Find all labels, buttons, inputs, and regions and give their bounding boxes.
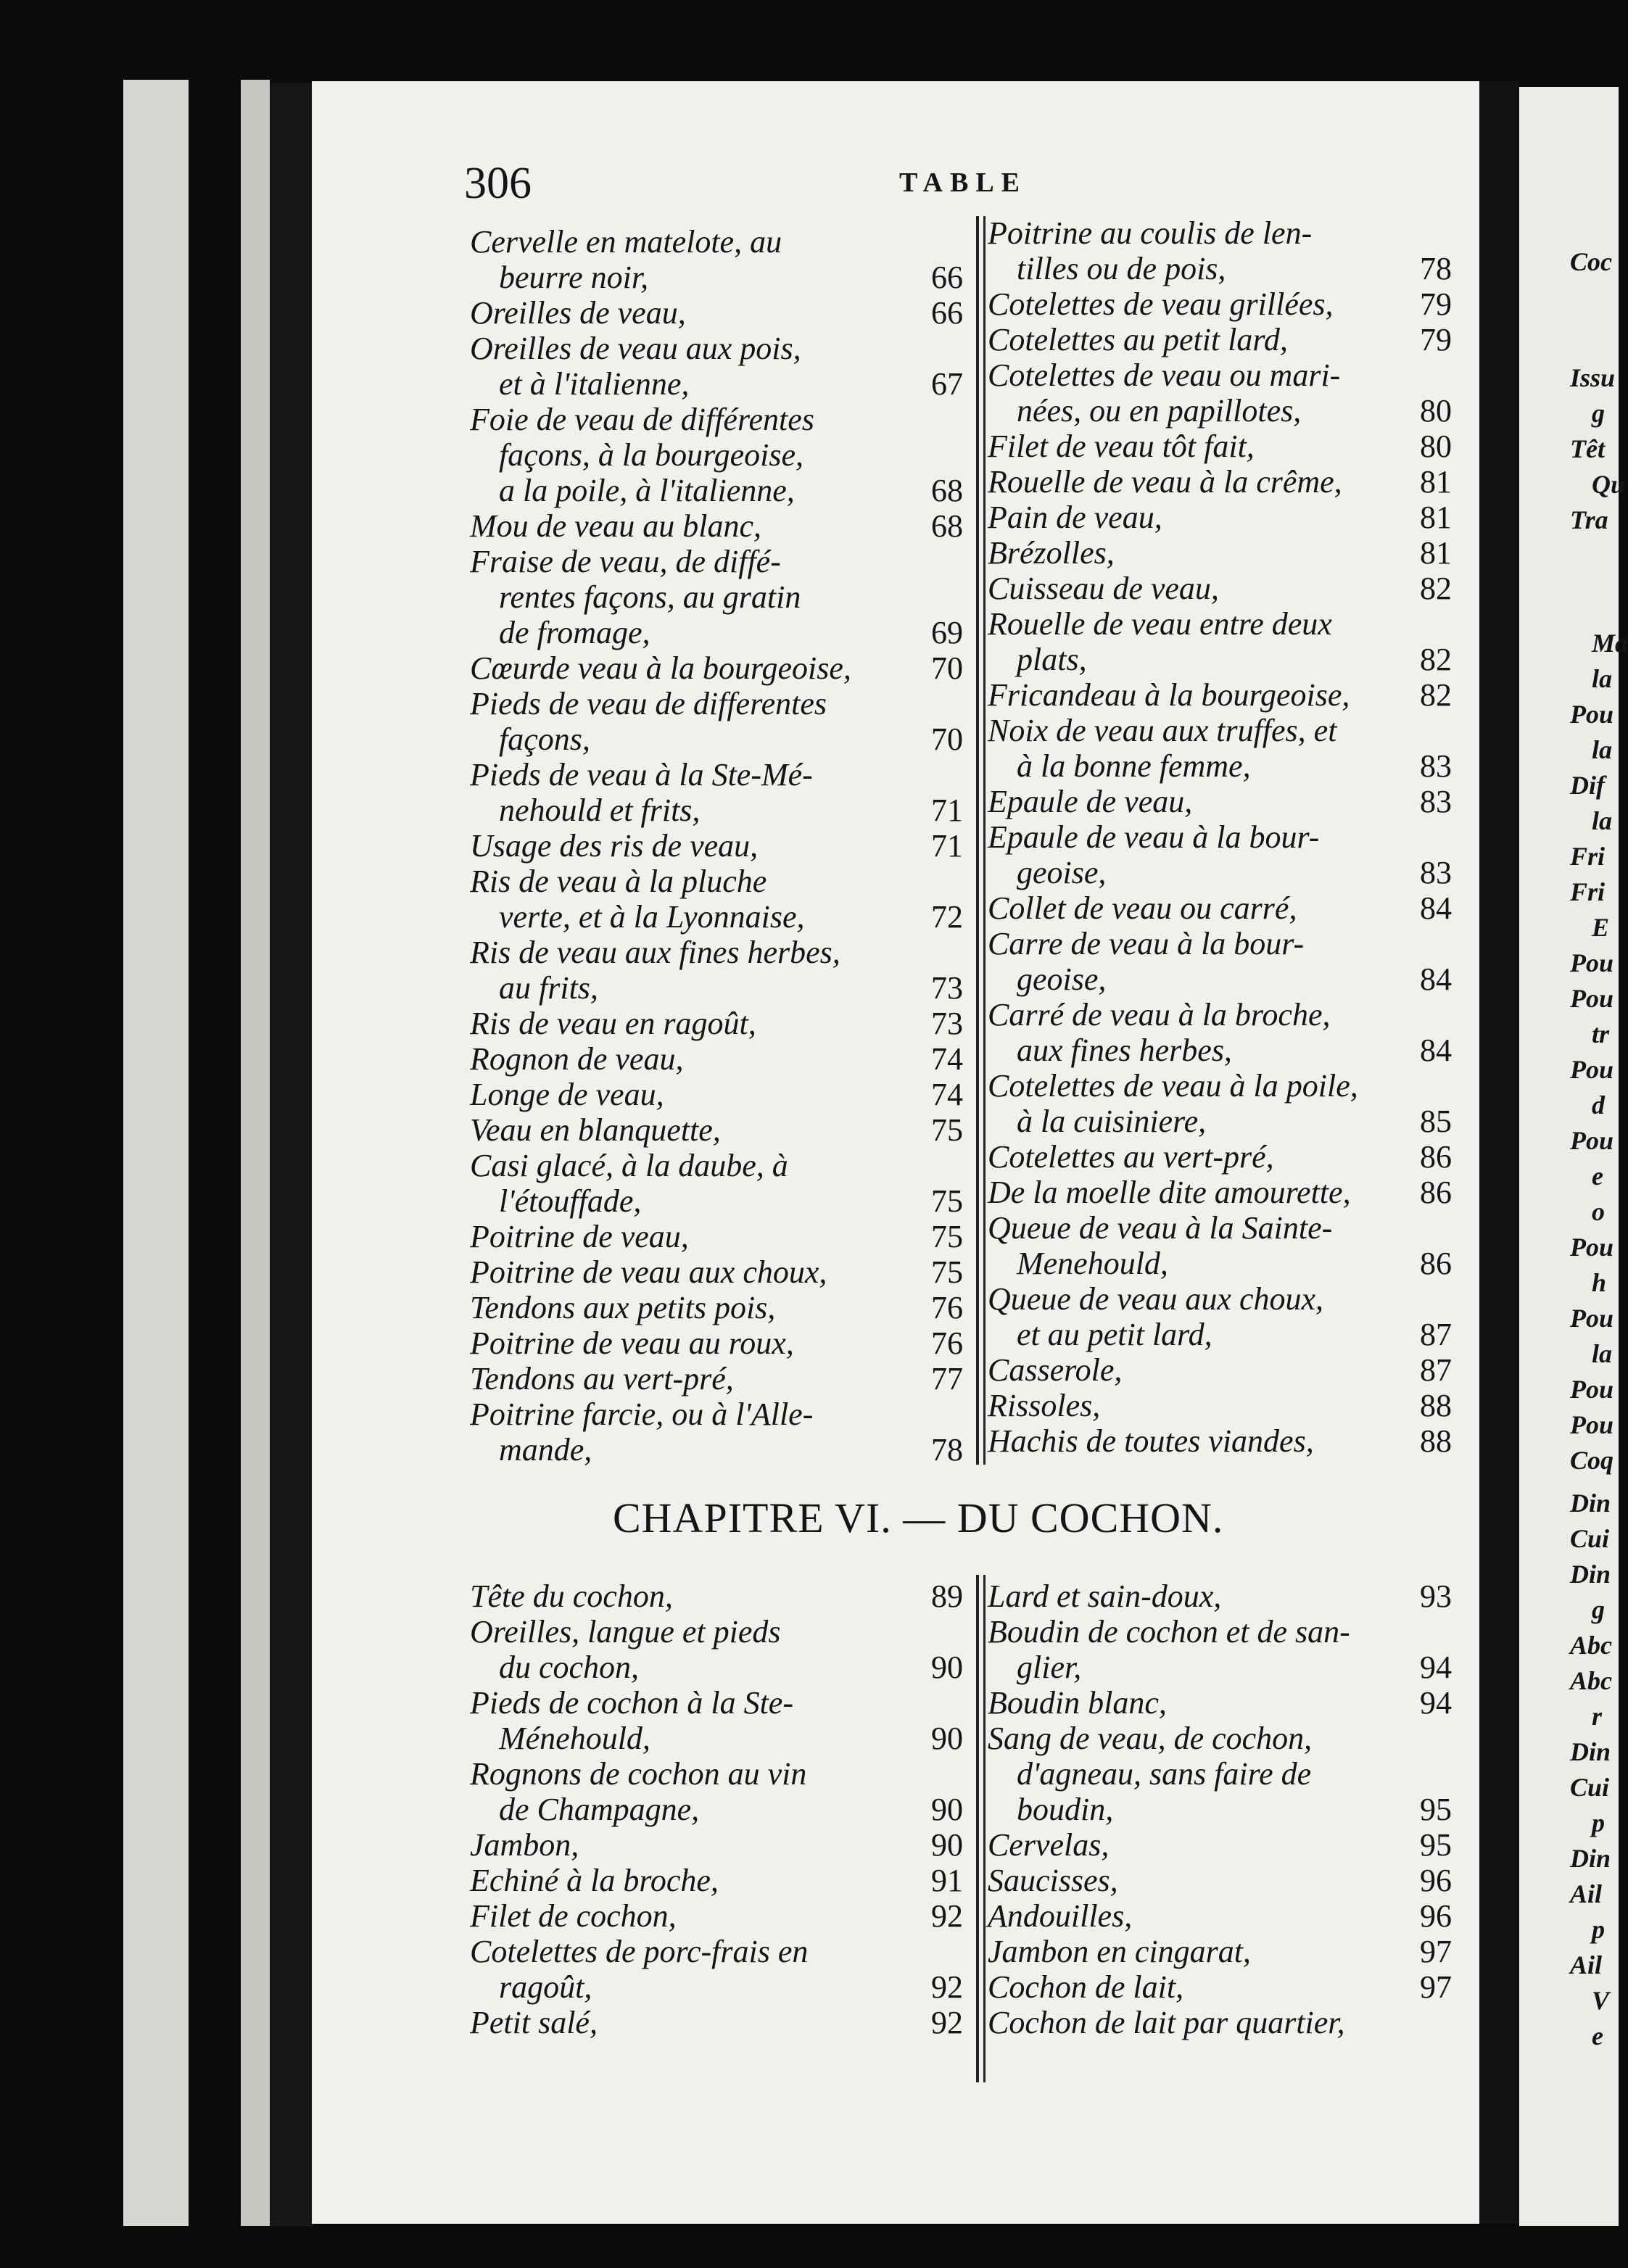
index-entry	[470, 1008, 963, 1043]
index-entry-page: 78	[931, 1432, 963, 1468]
index-entry	[988, 1390, 1452, 1425]
index-entry-page: 68	[931, 508, 963, 544]
index-entry	[470, 1936, 963, 2007]
index-entry-text: Epaule de veau à la bour-	[988, 819, 1320, 855]
index-entry-text: Cervelle en matelote, au	[470, 224, 782, 260]
index-entry-text: Fraise de veau, de diffé-	[470, 544, 781, 579]
index-entry-text: verte, et à la Lyonnaise,	[499, 899, 805, 935]
adjacent-page-fragment: la	[1592, 735, 1613, 764]
index-entry-page: 95	[1420, 1827, 1452, 1863]
index-entry	[470, 2007, 963, 2043]
column-rule-top	[976, 216, 979, 1465]
index-entry-text: nehould et frits,	[499, 792, 701, 828]
index-entry	[988, 466, 1452, 502]
index-entry	[470, 1578, 963, 1616]
index-entry-text: Mou de veau au blanc,	[470, 508, 761, 544]
index-entry-text: Cotelettes de porc-frais en	[470, 1934, 809, 1969]
index-entry	[470, 1043, 963, 1079]
index-entry-page: 67	[931, 366, 963, 402]
index-entry-page: 92	[931, 1898, 963, 1934]
adjacent-page-fragment: Pou	[1570, 948, 1614, 977]
column-rule-bottom	[976, 1575, 979, 2082]
index-entry-text: Pain de veau,	[988, 500, 1162, 535]
index-entry	[988, 324, 1452, 360]
index-entry	[988, 1616, 1452, 1687]
index-entry-page: 81	[1420, 464, 1452, 500]
index-entry-page: 85	[1420, 1104, 1452, 1139]
index-entry-page: 79	[1420, 286, 1452, 322]
index-entry-page: 96	[1420, 1898, 1452, 1934]
index-entry-text: d'agneau, sans faire de	[1017, 1756, 1312, 1792]
index-entry	[988, 1829, 1452, 1865]
index-entry-page: 82	[1420, 677, 1452, 713]
adjacent-page-fragment: Ma	[1592, 629, 1628, 658]
book-gutter	[1479, 81, 1519, 2224]
index-entry-page: 74	[931, 1041, 963, 1077]
adjacent-page-fragment: la	[1592, 1339, 1613, 1368]
book-page-edge	[270, 83, 313, 2226]
index-entry-text: Usage des ris de veau,	[470, 828, 759, 864]
index-entry-text: Menehould,	[1017, 1246, 1168, 1281]
index-entry-text: Jambon,	[470, 1827, 579, 1863]
adjacent-page-fragment: e	[1592, 1162, 1603, 1191]
index-entry	[988, 357, 1452, 431]
index-entry-text: Carre de veau à la bour-	[988, 926, 1305, 961]
adjacent-page-fragment: V	[1592, 1986, 1610, 2015]
adjacent-page-fragment: p	[1592, 1915, 1605, 1944]
index-entry-text: Epaule de veau,	[988, 784, 1193, 819]
index-entry-page: 86	[1420, 1175, 1452, 1210]
index-entry-text: Brézolles,	[988, 535, 1115, 571]
index-entry	[470, 1396, 963, 1470]
index-entry-page: 95	[1420, 1792, 1452, 1827]
index-entry-text: a la poile, à l'italienne,	[499, 473, 795, 508]
index-entry-text: Saucisses,	[988, 1863, 1118, 1898]
index-entry	[470, 1079, 963, 1114]
index-entry	[988, 1141, 1452, 1177]
adjacent-page-fragment: Din	[1570, 1737, 1611, 1766]
adjacent-page-fragment: Pou	[1570, 1304, 1614, 1333]
index-entry-text: Poitrine de veau au roux,	[470, 1325, 794, 1361]
index-entry-page: 96	[1420, 1863, 1452, 1898]
index-entry-text: Cœurde veau à la bourgeoise,	[470, 650, 851, 686]
index-entry-page: 87	[1420, 1317, 1452, 1352]
index-entry	[988, 1578, 1452, 1616]
index-entry-text: Oreilles de veau,	[470, 295, 686, 331]
book-spine-inner	[241, 80, 270, 2226]
index-entry-page: 88	[1420, 1388, 1452, 1423]
index-entry-page: 83	[1420, 855, 1452, 890]
index-entry-page: 82	[1420, 571, 1452, 606]
index-entry-page: 69	[931, 615, 963, 650]
adjacent-page	[1519, 87, 1628, 2226]
index-entry-text: Filet de cochon,	[470, 1898, 677, 1934]
index-entry	[988, 1865, 1452, 1900]
index-entry-text: Foie de veau de différentes	[470, 402, 814, 437]
adjacent-page-fragment: Cui	[1570, 1773, 1610, 1802]
index-entry-text: Cuisseau de veau,	[988, 571, 1219, 606]
index-entry-text: Andouilles,	[988, 1898, 1133, 1934]
index-entry	[470, 688, 963, 759]
index-entry-text: Oreilles de veau aux pois,	[470, 331, 801, 366]
adjacent-page-fragment: p	[1592, 1808, 1605, 1837]
index-entry	[470, 333, 963, 404]
index-entry-text: nées, ou en papillotes,	[1017, 393, 1302, 429]
index-entry-text: beurre noir,	[499, 260, 649, 295]
adjacent-page-fragment: Ail	[1570, 1879, 1603, 1908]
index-entry-page: 81	[1420, 535, 1452, 571]
adjacent-page-fragment: g	[1592, 1595, 1605, 1624]
index-entry-page: 90	[931, 1827, 963, 1863]
index-entry	[470, 1829, 963, 1865]
index-entry	[988, 502, 1452, 537]
index-entry	[988, 1687, 1452, 1723]
adjacent-page-fragment: Pou	[1570, 1410, 1614, 1439]
adjacent-page-fragment: tr	[1592, 1019, 1610, 1048]
adjacent-page-fragment: Cui	[1570, 1524, 1610, 1553]
index-entry-text: boudin,	[1017, 1792, 1114, 1827]
index-entry-text: glier,	[1017, 1650, 1082, 1685]
index-entry-text: Cotelettes au vert-pré,	[988, 1139, 1274, 1175]
index-entry-text: Pieds de veau de differentes	[470, 686, 827, 721]
index-entry	[988, 1936, 1452, 1971]
index-entry-page: 71	[931, 792, 963, 828]
index-entry-text: Rognons de cochon au vin	[470, 1756, 807, 1792]
index-entry-text: Queue de veau aux choux,	[988, 1281, 1324, 1317]
index-entry	[470, 1221, 963, 1257]
index-entry-page: 78	[1420, 251, 1452, 286]
index-entry-text: Pieds de cochon à la Ste-	[470, 1685, 793, 1721]
index-entry-page: 77	[931, 1361, 963, 1396]
index-entry	[988, 1971, 1452, 2007]
index-entry	[470, 510, 963, 546]
index-entry-text: Cotelettes de veau grillées,	[988, 286, 1334, 322]
adjacent-page-fragment: E	[1592, 913, 1610, 942]
index-entry-text: Rouelle de veau à la crême,	[988, 464, 1342, 500]
index-entry-text: Poitrine de veau,	[470, 1219, 689, 1254]
index-entry-text: façons, à la bourgeoise,	[499, 437, 803, 473]
index-entry	[988, 1723, 1452, 1829]
index-entry-text: Fricandeau à la bourgeoise,	[988, 677, 1350, 713]
running-head: TABLE	[899, 167, 1028, 198]
adjacent-page-fragment: Têt	[1570, 434, 1605, 463]
adjacent-page-fragment: d	[1592, 1090, 1605, 1119]
adjacent-page-fragment: la	[1592, 664, 1613, 693]
index-entry-page: 72	[931, 899, 963, 935]
index-entry-page: 79	[1420, 322, 1452, 357]
index-entry	[988, 431, 1452, 466]
index-entry-page: 76	[931, 1290, 963, 1325]
index-entry-page: 84	[1420, 1032, 1452, 1068]
index-entry	[470, 404, 963, 510]
adjacent-page-fragment: Abc	[1570, 1666, 1612, 1695]
adjacent-page-fragment: Fri	[1570, 877, 1606, 906]
index-entry-text: Lard et sain-doux,	[988, 1578, 1222, 1614]
index-entry	[988, 1354, 1452, 1390]
adjacent-page-fragment: Qu	[1592, 470, 1626, 499]
index-entry-text: Rognon de veau,	[470, 1041, 684, 1077]
index-entry-text: Poitrine au coulis de len-	[988, 215, 1313, 251]
index-entry-text: Cochon de lait,	[988, 1969, 1184, 2005]
index-entry	[470, 1292, 963, 1328]
index-entry-page: 73	[931, 970, 963, 1006]
index-entry	[470, 1114, 963, 1150]
index-entry	[988, 1177, 1452, 1212]
book-spine-band	[190, 80, 241, 2226]
index-entry-page: 88	[1420, 1423, 1452, 1459]
index-entry	[988, 573, 1452, 608]
index-entry-text: Filet de veau tôt fait,	[988, 429, 1255, 464]
adjacent-page-fragment: Pou	[1570, 1055, 1614, 1084]
index-entry	[470, 1687, 963, 1758]
book-spine-outer	[123, 80, 189, 2226]
index-entry-page: 73	[931, 1006, 963, 1041]
index-entry-text: Ris de veau en ragoût,	[470, 1006, 756, 1041]
index-entry-text: Sang de veau, de cochon,	[988, 1721, 1313, 1756]
index-entry-text: rentes façons, au gratin	[499, 579, 801, 615]
index-entry-page: 80	[1420, 429, 1452, 464]
index-entry	[470, 297, 963, 333]
index-entry-text: tilles ou de pois,	[1017, 251, 1226, 286]
index-entry-text: Casi glacé, à la daube, à	[470, 1148, 788, 1183]
adjacent-page-fragment: Pou	[1570, 1375, 1614, 1404]
index-entry	[470, 1325, 963, 1363]
index-entry	[988, 999, 1452, 1070]
index-entry-text: Carré de veau à la broche,	[988, 997, 1331, 1032]
index-entry-page: 89	[931, 1578, 963, 1614]
index-entry-text: plats,	[1017, 642, 1087, 677]
index-entry	[470, 546, 963, 653]
adjacent-page-fragment: h	[1592, 1268, 1607, 1297]
index-entry-text: Cotelettes de veau à la poile,	[988, 1068, 1358, 1104]
index-entry-text: geoise,	[1017, 961, 1107, 997]
index-entry-page: 81	[1420, 500, 1452, 535]
index-entry-text: Collet de veau ou carré,	[988, 890, 1297, 926]
index-entry-page: 75	[931, 1219, 963, 1254]
adjacent-page-fragment: Pou	[1570, 984, 1614, 1013]
index-entry-page: 75	[931, 1254, 963, 1290]
index-entry-page: 71	[931, 828, 963, 864]
index-entry	[988, 1425, 1452, 1461]
index-entry-text: Poitrine de veau aux choux,	[470, 1254, 827, 1290]
adjacent-page-fragment: o	[1592, 1197, 1605, 1226]
index-entry-text: et au petit lard,	[1017, 1317, 1212, 1352]
adjacent-page-fragment: e	[1592, 2021, 1603, 2050]
index-entry-text: ragoût,	[499, 1969, 592, 2005]
index-entry-text: Ris de veau à la pluche	[470, 864, 767, 899]
index-entry-page: 83	[1420, 784, 1452, 819]
index-entry-text: Ménehould,	[499, 1721, 650, 1756]
index-entry-page: 75	[931, 1112, 963, 1148]
index-entry-page: 76	[931, 1325, 963, 1361]
index-entry-text: l'étouffade,	[499, 1183, 642, 1219]
index-entry	[988, 679, 1452, 715]
index-entry-text: Pieds de veau à la Ste-Mé-	[470, 757, 813, 792]
index-entry	[470, 650, 963, 688]
index-entry	[988, 1212, 1452, 1283]
index-entry-page: 87	[1420, 1352, 1452, 1388]
index-entry-page: 75	[931, 1183, 963, 1219]
index-entry	[988, 786, 1452, 821]
adjacent-page-fragment: Abc	[1570, 1631, 1612, 1660]
index-entry	[988, 1900, 1452, 1936]
column-rule-bottom-2	[983, 1575, 986, 2082]
adjacent-page-fragment: r	[1592, 1702, 1603, 1731]
index-entry-page: 83	[1420, 748, 1452, 784]
index-entry-text: Casserole,	[988, 1352, 1123, 1388]
adjacent-page-fragment: Dif	[1570, 771, 1605, 800]
index-entry-page: 74	[931, 1077, 963, 1112]
adjacent-page-fragment: Fri	[1570, 842, 1606, 871]
adjacent-page-fragment: Pou	[1570, 700, 1614, 729]
index-entry-page: 70	[931, 721, 963, 757]
index-entry	[988, 890, 1452, 928]
index-entry-page: 92	[931, 2005, 963, 2040]
index-entry	[988, 608, 1452, 679]
index-entry	[470, 866, 963, 937]
index-entry	[470, 1900, 963, 1936]
index-entry-page: 90	[931, 1792, 963, 1827]
index-entry-text: Boudin blanc,	[988, 1685, 1167, 1721]
index-entry-text: Echiné à la broche,	[470, 1863, 719, 1898]
index-entry-text: Tendons au vert-pré,	[470, 1361, 734, 1396]
index-entry	[470, 1150, 963, 1221]
adjacent-page-fragment: Din	[1570, 1844, 1611, 1873]
index-entry-page: 84	[1420, 890, 1452, 926]
index-entry	[988, 286, 1452, 324]
index-entry-text: Longe de veau,	[470, 1077, 664, 1112]
index-entry-text: et à l'italienne,	[499, 366, 690, 402]
index-entry-page: 86	[1420, 1139, 1452, 1175]
adjacent-page-fragment: Din	[1570, 1560, 1611, 1589]
index-entry-page: 94	[1420, 1685, 1452, 1721]
index-entry-text: Veau en blanquette,	[470, 1112, 721, 1148]
index-entry-page: 97	[1420, 1969, 1452, 2005]
index-entry-page: 84	[1420, 961, 1452, 997]
index-entry	[988, 537, 1452, 573]
index-entry	[988, 1283, 1452, 1354]
index-entry-page: 90	[931, 1650, 963, 1685]
index-entry-text: de Champagne,	[499, 1792, 700, 1827]
index-entry-text: Noix de veau aux truffes, et	[988, 713, 1337, 748]
index-entry	[470, 937, 963, 1008]
index-entry-page: 86	[1420, 1246, 1452, 1281]
index-entry	[988, 215, 1452, 289]
index-entry-page: 82	[1420, 642, 1452, 677]
index-entry-text: Jambon en cingarat,	[988, 1934, 1251, 1969]
index-entry-text: Rissoles,	[988, 1388, 1101, 1423]
index-entry-text: Tendons aux petits pois,	[470, 1290, 776, 1325]
index-entry-text: Cotelettes de veau ou mari-	[988, 357, 1341, 393]
index-entry-text: Petit salé,	[470, 2005, 598, 2040]
adjacent-page-fragment: Coq	[1570, 1446, 1614, 1475]
index-entry-page: 92	[931, 1969, 963, 2005]
index-entry	[988, 1070, 1452, 1141]
index-entry	[470, 1758, 963, 1829]
adjacent-page-fragment: g	[1592, 399, 1605, 428]
index-entry-text: mande,	[499, 1432, 592, 1468]
adjacent-page-fragment: Tra	[1570, 505, 1608, 534]
index-entry-text: de fromage,	[499, 615, 650, 650]
column-rule-top-2	[983, 216, 986, 1465]
index-entry	[470, 1616, 963, 1687]
index-entry-text: Cotelettes au petit lard,	[988, 322, 1288, 357]
index-entry-text: Rouelle de veau entre deux	[988, 606, 1332, 642]
index-entry-text: Cochon de lait par quartier,	[988, 2005, 1345, 2040]
index-entry-text: Tête du cochon,	[470, 1578, 673, 1614]
index-entry	[470, 830, 963, 866]
index-entry-text: Boudin de cochon et de san-	[988, 1614, 1350, 1650]
index-entry	[988, 821, 1452, 893]
index-entry-page: 91	[931, 1863, 963, 1898]
index-entry-text: De la moelle dite amourette,	[988, 1175, 1351, 1210]
index-entry-text: façons,	[499, 721, 590, 757]
index-entry	[470, 759, 963, 830]
index-entry-text: Poitrine farcie, ou à l'Alle-	[470, 1396, 814, 1432]
index-entry-text: Oreilles, langue et pieds	[470, 1614, 781, 1650]
index-entry-text: Cervelas,	[988, 1827, 1110, 1863]
index-entry	[470, 1363, 963, 1399]
index-entry-text: à la cuisiniere,	[1017, 1104, 1207, 1139]
index-entry-text: Queue de veau à la Sainte-	[988, 1210, 1333, 1246]
index-entry-text: aux fines herbes,	[1017, 1032, 1232, 1068]
index-entry-text: Ris de veau aux fines herbes,	[470, 935, 840, 970]
index-entry-page: 94	[1420, 1650, 1452, 1685]
index-entry-text: du cochon,	[499, 1650, 640, 1685]
index-entry-page: 66	[931, 295, 963, 331]
chapter-heading: CHAPITRE VI. — DU COCHON.	[613, 1494, 1224, 1541]
page-number: 306	[464, 159, 532, 208]
adjacent-page-fragment: la	[1592, 806, 1613, 835]
adjacent-page-fragment: Pou	[1570, 1126, 1614, 1155]
adjacent-page-fragment: Issu	[1570, 363, 1616, 392]
index-entry-page: 70	[931, 650, 963, 686]
index-entry-text: Hachis de toutes viandes,	[988, 1423, 1314, 1459]
index-entry	[470, 226, 963, 297]
index-entry-page: 90	[931, 1721, 963, 1756]
adjacent-page-fragment: Coc	[1570, 247, 1612, 276]
index-entry	[988, 715, 1452, 786]
adjacent-page-fragment: Pou	[1570, 1233, 1614, 1262]
adjacent-page-fragment: Din	[1570, 1489, 1611, 1518]
index-entry	[470, 1254, 963, 1292]
adjacent-page-fragment: Ail	[1570, 1950, 1603, 1979]
index-entry-text: à la bonne femme,	[1017, 748, 1251, 784]
index-entry-page: 80	[1420, 393, 1452, 429]
index-entry-text: geoise,	[1017, 855, 1107, 890]
index-entry-page: 93	[1420, 1578, 1452, 1614]
index-entry	[470, 1865, 963, 1900]
index-entry	[988, 2007, 1452, 2043]
index-entry-text: au frits,	[499, 970, 598, 1006]
index-entry	[988, 928, 1452, 999]
index-entry-page: 68	[931, 473, 963, 508]
index-entry-page: 97	[1420, 1934, 1452, 1969]
index-entry-page: 66	[931, 260, 963, 295]
